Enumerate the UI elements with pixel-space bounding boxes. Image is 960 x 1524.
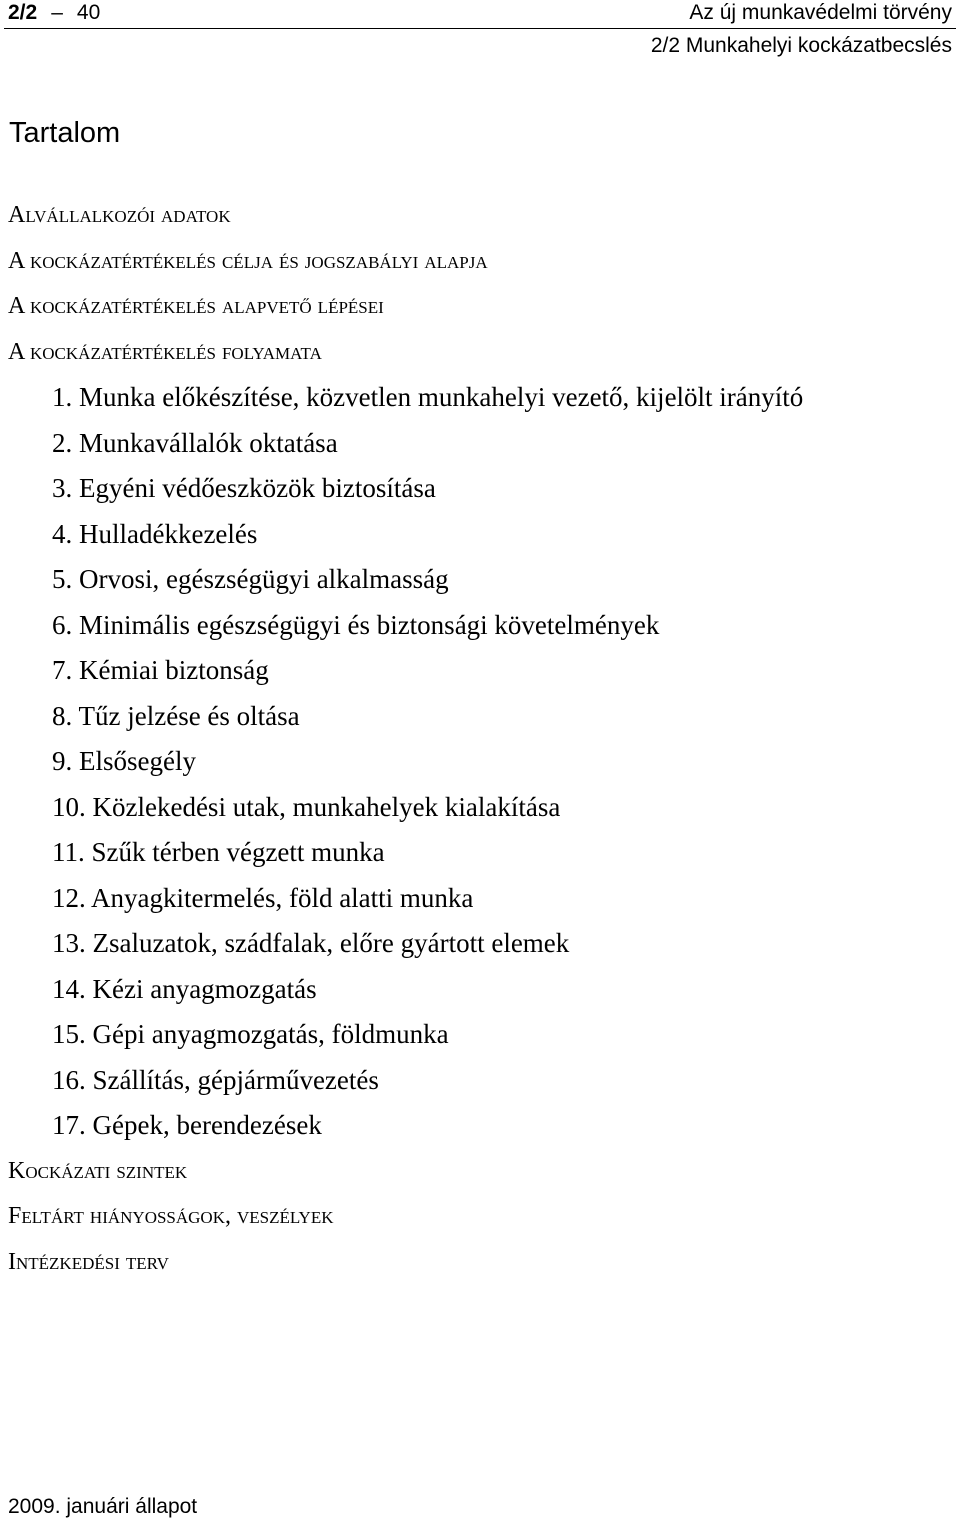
toc-numbered-entry[interactable]: 14. Kézi anyagmozgatás	[52, 973, 317, 1004]
toc-numbered-entry[interactable]: 16. Szállítás, gépjárművezetés	[52, 1064, 379, 1095]
toc-section-entry[interactable]: Intézkedési terv	[8, 1248, 169, 1275]
toc-section-entry[interactable]: Feltárt hiányosságok, veszélyek	[8, 1203, 334, 1229]
toc-numbered-entry[interactable]: 5. Orvosi, egészségügyi alkalmasság	[52, 564, 449, 594]
toc-numbered-entry[interactable]: 6. Minimális egészségügyi és biztonsági követelmények	[52, 609, 660, 640]
page-number-header	[8, 0, 100, 26]
header-divider	[4, 28, 956, 29]
toc-title: Tartalom	[9, 117, 121, 149]
chapter-title: 2/2 Munkahelyi kockázatbecslés	[650, 34, 952, 57]
toc-section-entry[interactable]: A kockázatértékelés folyamata	[8, 338, 322, 365]
page-label: 2/2	[8, 1, 38, 24]
toc-numbered-entry[interactable]: 3. Egyéni védőeszközök biztosítása	[52, 473, 436, 503]
toc-numbered-entry[interactable]: 10. Közlekedési utak, munkahelyek kialakítása	[52, 791, 561, 822]
toc-numbered-entry[interactable]: 1. Munka előkészítése, közvetlen munkahelyi vezető, kijelölt irányító	[52, 382, 804, 412]
dash-separator: –	[51, 1, 63, 24]
toc-section-entry[interactable]: Kockázati szintek	[8, 1157, 188, 1184]
toc-numbered-entry[interactable]: 11. Szűk térben végzett munka	[52, 837, 385, 867]
toc-numbered-entry[interactable]: 17. Gépek, berendezések	[52, 1110, 322, 1140]
toc-numbered-entry[interactable]: 2. Munkavállalók oktatása	[52, 427, 338, 458]
toc-numbered-entry[interactable]: 7. Kémiai biztonság	[52, 655, 269, 685]
toc-numbered-entry[interactable]: 8. Tűz jelzése és oltása	[52, 700, 300, 731]
toc-section-entry[interactable]: A kockázatértékelés alapvető lépései	[8, 293, 384, 319]
table-of-contents	[0, 193, 803, 1285]
book-title: Az új munkavédelmi törvény	[689, 1, 952, 24]
toc-numbered-entry[interactable]: 13. Zsaluzatok, szádfalak, előre gyártott elemek	[52, 928, 570, 958]
toc-section-entry[interactable]: Alvállalkozói adatok	[8, 202, 231, 228]
footer-status: 2009. januári állapot	[8, 1495, 198, 1518]
toc-numbered-entry[interactable]: 4. Hulladékkezelés	[52, 518, 258, 549]
toc-numbered-entry[interactable]: 9. Elsősegély	[52, 746, 196, 776]
toc-section-entry[interactable]: A kockázatértékelés célja és jogszabályi alapja	[8, 247, 488, 274]
toc-numbered-entry[interactable]: 12. Anyagkitermelés, föld alatti munka	[52, 882, 474, 913]
page-number: 40	[76, 1, 101, 24]
toc-numbered-entry[interactable]: 15. Gépi anyagmozgatás, földmunka	[52, 1019, 449, 1049]
